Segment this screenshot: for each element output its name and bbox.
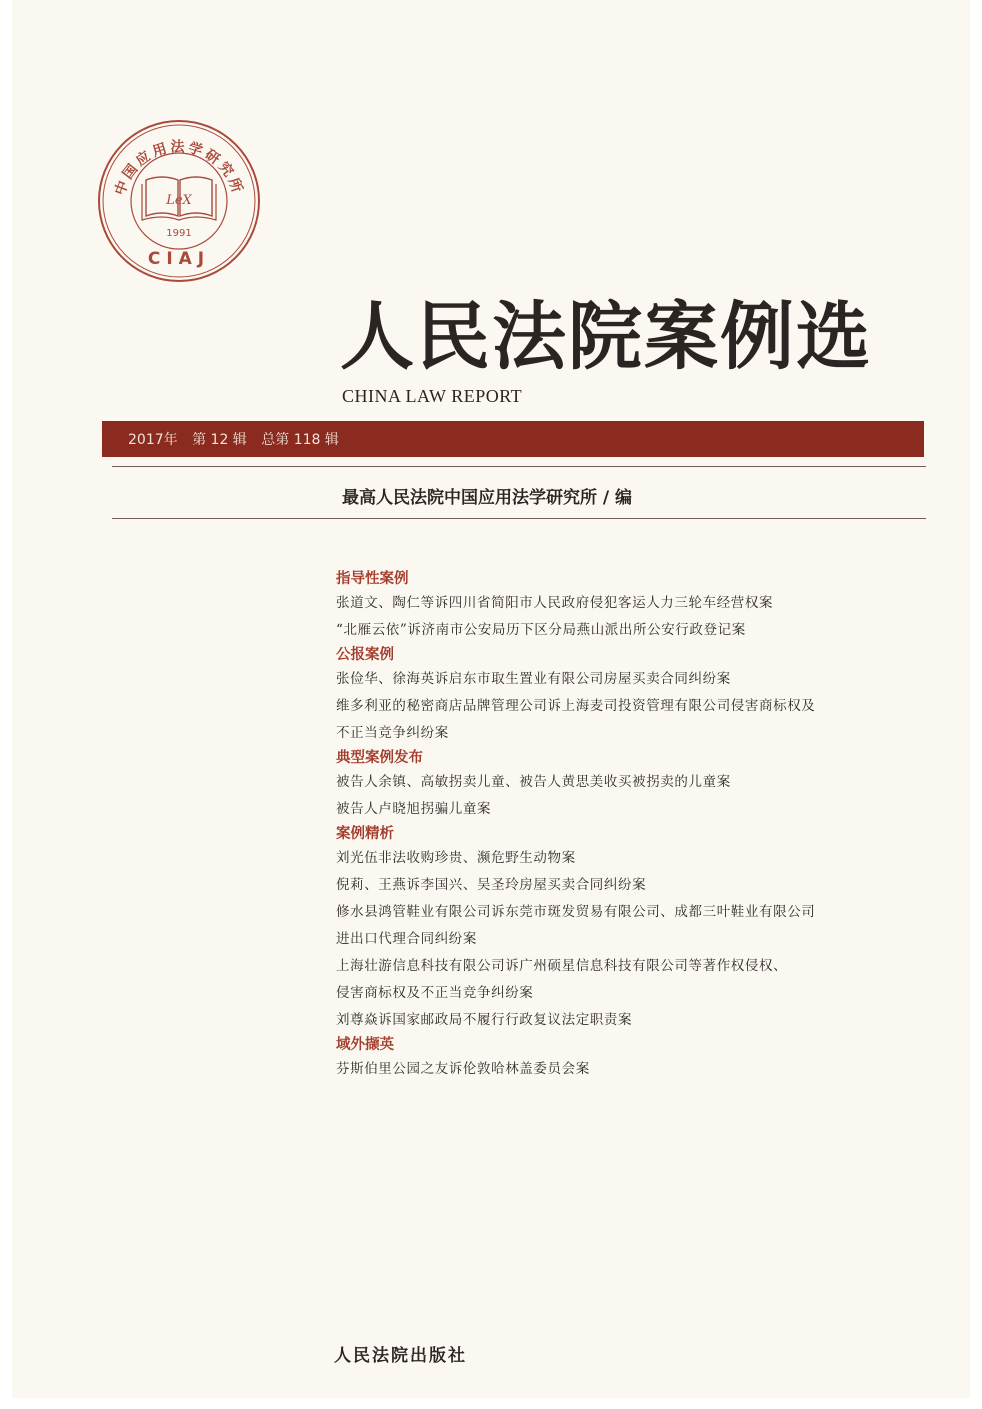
toc-entry <box>336 796 926 823</box>
divider <box>112 466 926 467</box>
toc-entry-line: 进出口代理合同纠纷案 <box>336 931 477 947</box>
toc-entry <box>336 872 926 899</box>
toc-entry-line: 维多利亚的秘密商店品牌管理公司诉上海麦司投资管理有限公司侵害商标权及 <box>336 698 816 714</box>
svg-text:1991: 1991 <box>166 228 192 239</box>
issue-year: 2017年 <box>128 432 178 448</box>
toc-entry-line: 张道文、陶仁等诉四川省简阳市人民政府侵犯客运人力三轮车经营权案 <box>336 595 774 611</box>
toc-entry <box>336 899 926 953</box>
section-heading: 典型案例发布 <box>336 750 423 766</box>
toc-entry-line: 张俭华、徐海英诉启东市取生置业有限公司房屋买卖合同纠纷案 <box>336 671 731 687</box>
toc-entry-line: 刘光伍非法收购珍贵、濒危野生动物案 <box>336 850 576 866</box>
ciaj-seal-logo <box>96 118 262 284</box>
toc-entry <box>336 769 926 796</box>
toc-entry <box>336 666 926 693</box>
section-heading: 案例精析 <box>336 826 394 842</box>
table-of-contents <box>336 568 926 1083</box>
publisher-name: 人民法院出版社 <box>334 1346 467 1366</box>
section-heading: 指导性案例 <box>336 571 409 587</box>
toc-entry-line: 上海壮游信息科技有限公司诉广州硕星信息科技有限公司等著作权侵权、 <box>336 958 788 974</box>
section-heading: 公报案例 <box>336 647 394 663</box>
toc-entry-line: 芬斯伯里公园之友诉伦敦哈林盖委员会案 <box>336 1061 590 1077</box>
toc-entry <box>336 590 926 617</box>
toc-entry-line: 倪莉、王燕诉李国兴、吴圣玲房屋买卖合同纠纷案 <box>336 877 647 893</box>
editor-credit: 最高人民法院中国应用法学研究所 / 编 <box>342 488 633 508</box>
journal-subtitle: CHINA LAW REPORT <box>342 386 523 406</box>
toc-entry <box>336 953 926 1007</box>
toc-entry <box>336 1056 926 1083</box>
toc-entry-line: 侵害商标权及不正当竞争纠纷案 <box>336 985 534 1001</box>
toc-entry <box>336 617 926 644</box>
toc-entry-line: 刘尊焱诉国家邮政局不履行行政复议法定职责案 <box>336 1012 633 1028</box>
toc-entry-line: 被告人余镇、高敏拐卖儿童、被告人黄思美收买被拐卖的儿童案 <box>336 774 731 790</box>
toc-entry-line: 修水县鸿管鞋业有限公司诉东莞市斑发贸易有限公司、成都三叶鞋业有限公司 <box>336 904 816 920</box>
svg-text:LeX: LeX <box>166 193 192 208</box>
toc-entry-line: 被告人卢晓旭拐骗儿童案 <box>336 801 492 817</box>
svg-text:中国应用法学研究所: 中国应用法学研究所 <box>112 139 246 198</box>
section-heading: 域外撷英 <box>336 1037 394 1053</box>
toc-entry-line: 不正当竞争纠纷案 <box>336 725 449 741</box>
toc-entry-line: “北雁云依”诉济南市公安局历下区分局燕山派出所公安行政登记案 <box>336 622 746 638</box>
issue-info <box>128 429 349 449</box>
svg-text:CIAJ: CIAJ <box>147 249 211 269</box>
divider <box>112 518 926 519</box>
journal-title: 人民法院案例选 <box>340 294 872 380</box>
toc-entry <box>336 693 926 747</box>
issue-number: 第 12 辑 <box>192 432 247 448</box>
issue-total: 总第 118 辑 <box>261 432 339 448</box>
toc-entry <box>336 845 926 872</box>
toc-entry <box>336 1007 926 1034</box>
book-cover <box>12 0 970 1398</box>
